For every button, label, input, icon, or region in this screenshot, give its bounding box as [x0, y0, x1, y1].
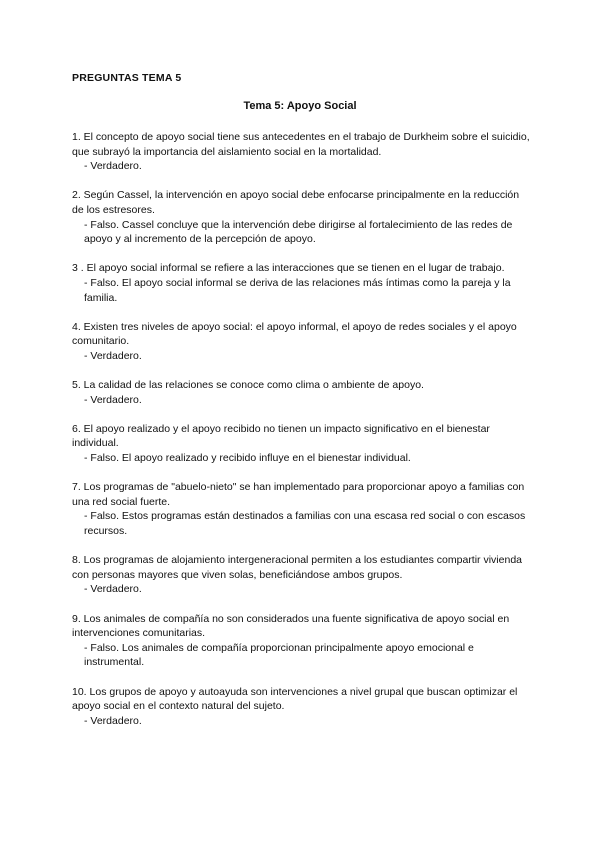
question-item	[72, 188, 532, 246]
question-text: 1. El concepto de apoyo social tiene sus antecedentes en el trabajo de Durkheim sobre el suicidio, que subrayó la importancia del aislamiento social en la mortalidad.	[72, 131, 530, 158]
question-text: 9. Los animales de compañía no son considerados una fuente significativa de apoyo social en intervenciones comunitarias.	[72, 612, 510, 640]
question-text: 2. Según Cassel, la intervención en apoyo social debe enfocarse principalmente en la reducción de los estresores.	[72, 189, 520, 216]
document-title: Tema 5: Apoyo Social	[243, 100, 357, 112]
question-item	[72, 378, 532, 407]
question-answer: - Falso. Los animales de compañía proporcionan principalmente apoyo emocional e instrumental.	[84, 641, 474, 669]
question-text: 6. El apoyo realizado y el apoyo recibido no tienen un impacto significativo en el bienestar individual.	[72, 422, 490, 450]
question-answer: - Falso. Cassel concluye que la intervención debe dirigirse al fortalecimiento de las redes de apoyo y al incremento de la percepción de apoyo.	[84, 218, 513, 246]
question-answer: - Verdadero.	[84, 160, 142, 173]
question-answer: - Falso. El apoyo social informal se deriva de las relaciones más íntimas como la pareja y la familia.	[84, 276, 511, 304]
question-item	[72, 130, 532, 174]
question-item	[72, 685, 532, 729]
question-list	[72, 130, 532, 743]
document-header: PREGUNTAS TEMA 5	[72, 72, 182, 84]
question-item	[72, 261, 532, 305]
question-answer: - Verdadero.	[84, 349, 142, 362]
question-answer: - Verdadero.	[84, 393, 142, 406]
question-answer: - Verdadero.	[84, 714, 142, 727]
question-item	[72, 553, 532, 597]
question-answer: - Falso. El apoyo realizado y recibido influye en el bienestar individual.	[84, 452, 411, 465]
question-answer: - Verdadero.	[84, 583, 142, 596]
question-text: 4. Existen tres niveles de apoyo social: el apoyo informal, el apoyo de redes sociales y el apoyo comunitario.	[72, 320, 517, 348]
question-item	[72, 612, 532, 670]
question-text: 7. Los programas de "abuelo-nieto" se han implementado para proporcionar apoyo a familias con una red social fuerte.	[72, 481, 525, 508]
question-text: 10. Los grupos de apoyo y autoayuda son intervenciones a nivel grupal que buscan optimizar el apoyo social en el contexto natural del sujeto.	[72, 685, 518, 713]
question-answer: - Falso. Estos programas están destinados a familias con una escasa red social o con escasos recursos.	[84, 510, 526, 538]
question-item	[72, 422, 532, 466]
question-item	[72, 480, 532, 538]
question-text: 3 . El apoyo social informal se refiere a las interacciones que se tienen en el lugar de trabajo.	[72, 262, 505, 275]
question-item	[72, 320, 532, 364]
question-text: 5. La calidad de las relaciones se conoce como clima o ambiente de apoyo.	[72, 379, 424, 392]
question-text: 8. Los programas de alojamiento intergeneracional permiten a los estudiantes compartir vivienda con personas mayores que viven solas, beneficiándose ambos grupos.	[72, 554, 522, 581]
